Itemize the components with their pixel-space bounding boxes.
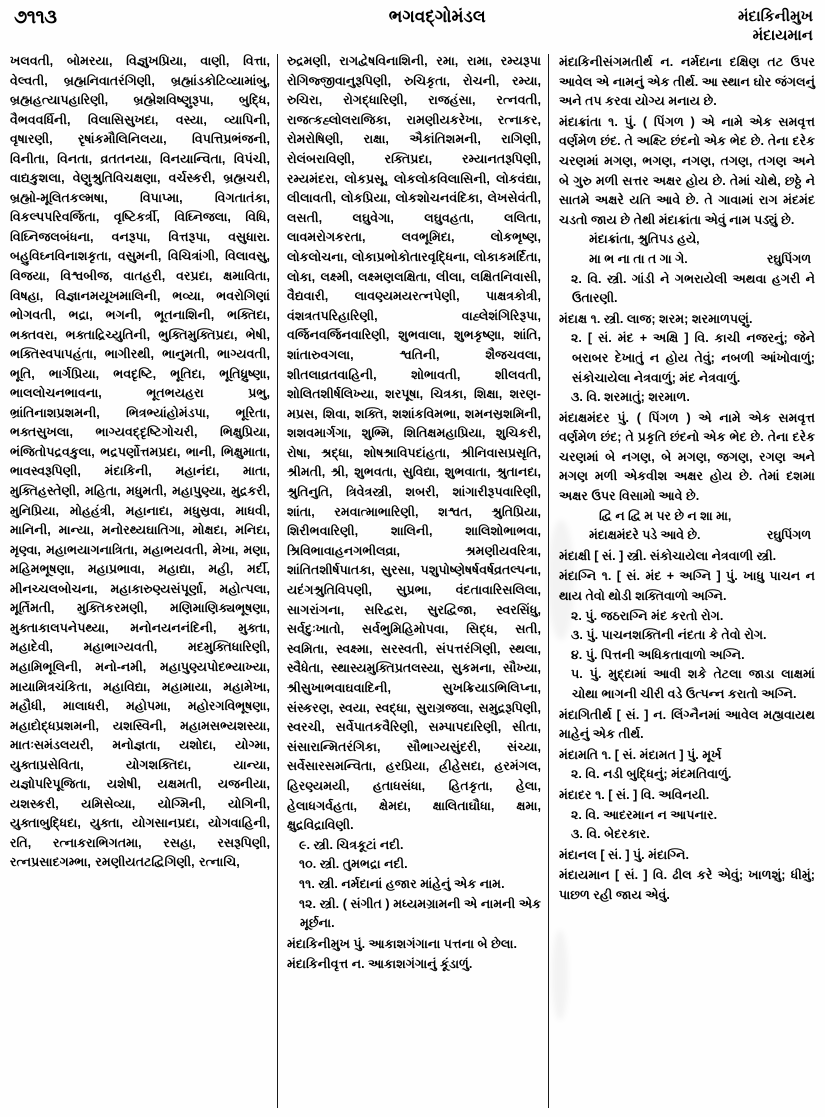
entry-headword: મંદાક્ષ: [559, 311, 588, 326]
entry-headword: મંદાકિનીસંગમતીર્થ: [559, 55, 653, 69]
entry-headword: મંદાગિતીર્થ: [559, 707, 612, 722]
sense-item: [559, 825, 815, 845]
dictionary-entry: [559, 53, 815, 112]
sense-text: વિ. આદરમાન ન આપનાર.: [585, 807, 718, 822]
entry-definition: પું. આકાશગંગાના પત્તના બે છેલા.: [353, 936, 517, 951]
entry-headword: મંદામતિ: [559, 747, 599, 762]
entry-definition: ન. આકાશગંગાનું કૂંડાળું.: [351, 957, 473, 972]
sense-text: સ્ત્રી. તુમભદ્રા નદી.: [319, 857, 408, 872]
dictionary-entry: [559, 786, 815, 806]
sense-number: ૩.: [571, 827, 583, 842]
verse-line: મંદાક્ષમંદરે પડે આવે છે.: [589, 528, 701, 543]
dictionary-entry: [559, 113, 815, 231]
verse-attribution: રઘુપિંગળ: [766, 528, 811, 543]
verse-line: મા ભ ના તા ત ગા ગે.: [589, 251, 688, 266]
sense-number: ૧૦.: [298, 857, 317, 872]
entry-headword: મંદાનલ: [559, 847, 597, 862]
sense-number: ૧.: [601, 569, 612, 584]
verse-line-with-attribution: [559, 250, 815, 270]
entry-definition: [ સં. ] પું. મંદાગ્નિ.: [600, 847, 689, 862]
sense-number: ૩.: [571, 390, 583, 405]
dictionary-entry: [287, 955, 541, 975]
entry-headword: મંદાક્રાંતા: [559, 114, 602, 129]
dictionary-entry: [287, 935, 541, 955]
sense-text: સ્ત્રી. ચિત્રકૂટાં નદી.: [313, 837, 404, 852]
entry-headword: મંદાકિનીમુખ: [286, 936, 350, 951]
sense-number: ૩.: [571, 628, 583, 643]
sense-text: વિ. બેદરકાર.: [586, 827, 650, 842]
sense-text: સ્ત્રી. લાજ; શરમ; શરમાળપણું.: [603, 311, 753, 326]
verse-line: દ્વિ ન દ્વિ મ પર છે ન શા મા,: [599, 508, 732, 523]
verse-attribution: રઘુપિંગળ: [766, 251, 811, 266]
column-container: [10, 52, 815, 1114]
sense-text: સ્ત્રી. ( સંગીત ) મધ્યમગ્રામની એ નામની એક મૂર્છના.: [299, 896, 542, 931]
sense-number: ૧૧.: [298, 876, 315, 891]
running-head-first: મંદાકિનીમુખ: [737, 8, 813, 25]
running-head-last: મંદાયમાન: [752, 26, 813, 44]
sense-number: ૨.: [571, 608, 582, 623]
sense-item: [559, 646, 815, 666]
sense-number: ૯.: [298, 837, 310, 852]
sense-item: [559, 626, 815, 646]
page-header: [10, 8, 815, 52]
dictionary-entry: [559, 567, 815, 606]
sense-number: ૧.: [595, 787, 605, 802]
sense-number: ૪.: [571, 647, 583, 662]
dictionary-entry: [559, 547, 815, 567]
sense-text: વિ. સ્ત્રી. ગાંડી ને ગભરાયેલી અથવા હગરી ને ઉતારણી.: [572, 271, 815, 306]
sense-text: સ્ત્રી. નર્મદાનાં હજાર માંહેનું એક નામ.: [318, 876, 505, 891]
sense-number: ૧.: [601, 747, 612, 762]
sense-number: ૨.: [571, 331, 582, 346]
entry-definition: [ સં. ] વિ. ઢીલ કરે એવું; ખાળશું; ધીમું; પાછળ રહી જાય એવું.: [559, 868, 815, 902]
page-title: ભગવદ્ગોમંડલ: [388, 7, 486, 26]
column-3: [549, 52, 815, 1114]
sense-item: [559, 665, 815, 704]
dictionary-entry: [559, 409, 815, 507]
sense-item: [559, 270, 815, 309]
sense-item: [287, 836, 541, 856]
sense-text: પું. મુદ્દામાં આવી શકે તેટલા જાડા લાક્ષમાં ચોથા ભાગની ચીરી વડે ઉત્પન્ન કરાતો અગ્નિ.: [572, 667, 815, 701]
synonym-wordlist-1: ખલવતી, બોમરયા, વિજ્ઞુખપ્રિયા, વાણી, વિત્તા, વેલ્વતી, બ્રહ્મનિવાતરંગિણી, બ્રહ્માંડકોટિવ્યામાંબુ, બ્રહ્મહત્યાપહારિણી, બ્રહ્મેશવિષ્ણુરૂપા, બુદ્ધિ, વૈભવવર્ધિની, વિલાસિસુખદા, વસ્યા, વ્યાપિની, વૃષારણી, રૃષાંકમૌલિનિલયા, વિપત્તિપ્રભંજની, વિનીતા, વિનતા, વ્રતતનયા, વિનયાન્વિતા, વિપંચી, વાદ્યકુશલા, વેણુશ્રુતિવિચક્ષણા, વર્ચસ્કરી, બ્રહ્મચરી, બ્રહ્મો-મૂલિતકલ્મષા, વિપાપ્મા, વિગતાતંકા, વિકલ્પપરિવર્જિતા, વૃષ્ટિકર્ત્રી, વિઘ્નિજલા, વિધિ, વિઘ્નિજલબંધના, વનરૂપા, વિત્તરૂપા, વસુધારા. બહુવિઘ્નવિનાશકૃતા, વસુમની, વિચિત્રાંગી, વિલાવસુ, વિજયા, વિશ્વબીજ, વાતહરી, વરપ્રદા, ક્ષમાવિતા, વિષહા, વિજ્ઞાનમયૂખમાલિની, ભવ્યા, ભવરોગિણાં ભોગવતી, ભદ્રા, ભગની, ભૂતનાશિની, ભક્તિદા, ભક્તવરા, ભક્તાદ્રિચ્યુતિની, ભુક્તિમુક્તિપ્રદા, ભેષી, ભક્તિસ્વપાપહંતા, ભાગીરથી, ભાનુમતી, ભાગ્યવતી, ભૂતિ, ભાર્ગપ્રિયા, ભવદૃષ્ટિ, ભૂતિદા, ભૂતિધ્રુષ્ણા, ભાલલોચનભાવના, ભૂતભયહરા પ્રભુ, ભ્રાંતિનાશપ્રશમની, ભિત્રભ્યાંહોમંડપા, ભૂરિતા, ભક્તસુખલા, ભાગ્યવદ્દૃષ્ટિગોચરી, ભિક્ષુપ્રિયા, ભંજિતોપદ્રવકુલા, ભદ્રપર્ણોત્તમપ્રદા, ભાની, ભિક્ષુમાતા, ભાવસ્વરૂપિણી, મંદાકિની, મહાનંદા, માતા, મુક્તિહસ્તેણી, મહિતા, મધુમતી, મહાપુણ્યા, મુદ્રકરી, મુનિપ્રિયા, મોહહંત્રી, મહાનાદા, મધુસ્રવા, માધવી, માનિની, માન્યા, મનોરથ્યઘાતિગા, મોક્ષદા, મનિદા, મૃણ્વા, મહાભયાગનાત્રિતા, મહાભયવતી, મેખા, મણા, મહિમભૂષણા, મહાપ્રભાવા, મહાદ્યા, મહી, મર્દી, મીનચ્ચલબોચના, મહાકારુણ્યસંપૂર્ણા, મહોત્પલા, મૂર્તિમતી, મુક્તિકરમણી, મણિમાણિક્યભૂષણા, મુક્તાકાલપનેપથ્યા, મનોનયનનંદિની, મુક્તા, મહાદેવી, મહાભાગ્યવતી, મદમુક્તિધારિણી, મહામિભૂલિની, મનો-નમી, મહાપુણ્યપોદભ્યાખ્યા, માયામિત્રચંકિતા, મહાવિદ્યા, મહામાયા, મહામેખા, મહૌધી, માલાધરી, મહોપમા, મહોરગવિભૂષણા, મહાદોદ્ધપ્રશમની, યશસ્વિની, મહામસભ્યશસ્યા, માતઃસમંડલયરી, મનોજ્ઞતા, યશોદા, યોગ્મા, યુક્તાપ્રસેવિતા, યોગશક્તિદા, યાન્યા, યજ્ઞોપરિપૂજિતા, યશેષી, યક્ષમતી, યજનીયા, યશસ્કરી, યમિસેવ્યા, યોગ્મિની, યોગિની, યુક્તાબુદ્ધિદા, યુક્તા, યોગસાનપ્રદા, યોગવાહિની, રતિ, રત્નાકરાભિગતમા, રસહા, રસરૂપિણી, રત્નપ્રસાદગમ્ભા, રમણીયતટદ્વિગિણી, રત્નાચિ,: [10, 54, 270, 870]
dictionary-entry: [559, 746, 815, 766]
sense-item: [287, 875, 541, 895]
sense-item: [559, 765, 815, 785]
entry-headword: મંદાયમાન: [559, 868, 610, 883]
page-number: ૭૧૧૩: [14, 7, 57, 28]
sense-number: ૨.: [571, 271, 582, 286]
sense-text: [ સં. મંદ + અક્ષિ ] વિ. કાચી નજરનું; જેને બરાબર દેખાતું ન હોય તેવું; નબળી આંખોવાળું; સંકોચાયેલા નેત્રવાળું; મંદ નેત્રવાળું.: [572, 331, 815, 385]
sense-text: પું. ( પિંગળ ) એ નામે એક સમવૃત્ત વર્ણમેળ છંદ. તે અક્ષ્ટિ છંદનો એક ભેદ છે. તેના દરેક ચરણમાં મગણ, ભગણ, નગણ, તગણ, તગણ અને બે ગુરુ મળી સત્તર અક્ષર હોય છે. તેમાં ચોથે, છઠ્ઠે ને સાતમે અક્ષરે યતિ આવે છે. તે ગાવામાં રાગ મંદમંદ ચડતો જાય છે તેથી મંદાક્રાંતા એવું નામ પડ્યું છે.: [559, 114, 816, 227]
entry-headword: મંદાકિનીવૃત્ત: [286, 957, 349, 972]
sense-item: [287, 855, 541, 875]
sense-text: [ સં. ] વિ. અવિનયી.: [608, 787, 710, 802]
entry-headword: મંદાગ્નિ: [559, 569, 597, 584]
sense-text: વિ. શરમાતું; શરમાળ.: [586, 390, 690, 405]
entry-definition: [ સં. ] સ્ત્રી. સંકોચાયેલા નેત્રવાળી સ્ત્રી.: [594, 548, 777, 563]
sense-item: [559, 806, 815, 826]
verse-line-with-attribution: [559, 526, 815, 546]
column-1: [10, 52, 277, 1114]
verse-line: મંદાક્રાંતા, શ્રુતિ૫ડ હયે,: [589, 232, 700, 247]
entry-headword: મંદાક્ષી: [559, 548, 591, 563]
dictionary-entry: [559, 310, 815, 330]
sense-number: ૨.: [571, 767, 582, 782]
dictionary-entry: [559, 846, 815, 866]
entry-headword: મંદાક્ષમંદર: [559, 410, 610, 425]
sense-item: [559, 607, 815, 627]
sense-text: વિ. નડી બુદ્ધિનું; મંદમતિવાળું.: [585, 767, 732, 782]
column-2: [278, 52, 548, 1114]
sense-item: [559, 388, 815, 408]
sense-text: પું. જઠરાગ્નિ મંદ કરતો રોગ.: [585, 608, 724, 623]
entry-definition: [ સં. ] ન. લિંગ્નૈનમાં આવેલ મહ્યવાયથ માહેનું એક તીર્થ.: [559, 707, 816, 742]
dictionary-entry: [559, 706, 815, 745]
sense-item: [287, 895, 541, 934]
entry-headword: મંદાદર: [559, 787, 592, 802]
sense-text: પું. પાચનશક્તિની નંદતા કે તેવો રોગ.: [586, 628, 767, 643]
sense-number: ૫.: [571, 667, 583, 682]
running-heads: [738, 8, 815, 46]
entry-definition: પું. ( પિંગળ ) એ નામે એક સમવૃત્ત વર્ણમેળ છંદ; તે પ્રકૃતિ છંદનો એક ભેદ છે. તેના દરેક ચરણમાં બે નગણ, બે મગણ, જગણ, રગણ અને મગણ મળી એકવીશ અક્ષર હોય છે. તેમાં દશમા અક્ષર ઉપર વિસામો આવે છે.: [559, 410, 815, 504]
entry-definition: ન. નર્મદાના દક્ષિણ તટ ઉપર આવેલ એ નામનું એક તીર્થ. આ સ્થાન ઘોર જંગલનું અને તપ કરવા યોગ્ય મનાય છે.: [559, 55, 816, 109]
sense-text: પું. પિત્તની અધિકતાવાળો અગ્નિ.: [585, 647, 745, 662]
sense-text: [ સં. મંદ + અગ્નિ ] પું. ખાધુ પાચન ન થાય તેવો થોડી શક્તિવાળો અગ્નિ.: [559, 569, 816, 604]
sense-item: [559, 329, 815, 388]
sense-number: ૧.: [590, 311, 601, 326]
sense-number: ૧.: [608, 114, 618, 129]
sense-number: ૧૨.: [298, 896, 317, 911]
synonym-wordlist-2: રુદ્રમણી, રાગદ્વેષવિનાશિની, રમા, રામા, રમ્યરૂપા રોગિજ્જીવાનુરૂપિણી, રુચિકૃતા, રોચની, રમ્યા, રુચિરા, રોગદ્ધારિણી, રાજહંસા, રત્નવતી, રાજત્કહ્લોલરાજિકા, રામણીયકરેખા, રત્નાકર, રોમરોષિણી, રાક્ષા, ઐકાંતિશમની, રાગિણી, રોલંબરાવિણી, રક્તિપ્રદા, રમ્યાનતરૂપિણી, રમ્યમંદરા, લોકપ્રસૂ, લોકલોકવિલાસિની, લોકવંદ્યા, લીલાવતી, લોકપ્રિયા, લોકશોચનવંદિકા, લેખસેવંતી, લસતી, લઘુવેગા, લઘુવહતા, લલિતા, લાવમરોગકરતા, લવભૂમિદા, લોકભૃષ્ણ, લોકલોચના, લોકાપ્રભોકોતારવૃદ્ધિના, લોકાકમર્દિતા, લોકા, લક્ષ્મી, લક્ષ્મણલક્ષિતા, લીલા, લક્ષિતનિવાસી, વૈદ્યવારી, લાવણ્યમયરત્નપેણી, પાક્ષત્રકોત્રી, વંશત્રતપરિહારિણી, વાહ્લેશંગિરિરૂપા, વર્જિનવર્જિનવારિણી, શુભવાલા, શુભકૃષ્ણા, શાંતિ, શાંતારુવગલા, શ્વતિની, શૈજચવલા, શીતલાવ્રતવાહિની, શોભાવતી, શીલવતી, શોલિતશીર્ષલિખ્યા, શરપૂષા, ચિત્રકા, શિક્ષા, શરણ-મપ્રસ, શિવા, શક્તિ, શશાંકવિમભા, શમનસ્રશમિની, શશવમાર્ગગા, શુભ્મિ, શિતિક્ષમહાપ્રિયા, શુચિકરી, રોષા, શ્રદ્ધા, શોષશ્રાવિપદાંહતા, શ્રીનિવાસપ્રસૃતિ, શ્રીમતી, શ્રી, શુભવતા, સુવિદ્યા, શુભવાતા, શ્રુતાનદા, શ્રુતિનુતિ, ત્રિવેત્રસ્ત્રી, શબરી, શાંગારીરૂપવારિણી, શાંતા, રમવાત્માભારિણી, શશ્વત, શ્રુતિપ્રિયા, શિરીભવારિણી, શાલિની, શાલિશોભાભવા, શ્રિવિભાવાહનગભીલવ્રા, શ્રમણીયવરિત્રા, શાંતિતશીર્ષપાતકા, સુરસા, પશુપોષ્ણેષર્ષવર્ષવ્રતલ્પના, યદંગશ્રુતિવિપણી, સુપ્રભા, વંદતાવારિસલિલા, સાગરાંગના, સરિદ્વરા, સુરદ્વિજા, સ્વરસિંધુ, સર્વદુઃખાતો, સર્વભુમિહિમોપવા, સિદ્ધ, સતી, સ્વમિતા, સ્વક્ષ્મા, સરસ્વતી, સંપત્તરંગિણી, સ્થલા, સ્વૈધેતા, સ્થાસ્યમુક્તિપ્રતલસ્યા, સુકમના, સૌખ્યા, શ્રીસુખાભવાઘવાદિની, સુખક્રિયાઽભિલિપ્ના, સંસ્કરણ, સ્વયા, સ્વદ્ધા, સુરાગ્રજલા, સમુદ્રરૂપિણી, સ્વરચી, સર્વેપાતકવૈરિણી, સમ્પાપદારિણી, સીતા, સંસારાન્મિતરંગિકા, સૌભાગ્યસુંદરી, સંચ્યા, સર્વેસારસમન્વિતા, હરપ્રિયા, હ્રીહેસદા, હરમંગલ, હિરણ્યમયી, હતાધસંધા, હિતકૃતા, હેલા, હેલાધગર્વહતા, ક્ષેમદા, ક્ષાલિતાઘૌધા, ક્ષમા, ક્ષુદ્રવિદ્રાવિણી.: [286, 54, 541, 833]
sense-text: [ સં. મંદામત ] પું. મૂર્ખ: [614, 747, 722, 762]
dictionary-entry: [559, 866, 815, 905]
sense-number: ૨.: [571, 807, 582, 822]
